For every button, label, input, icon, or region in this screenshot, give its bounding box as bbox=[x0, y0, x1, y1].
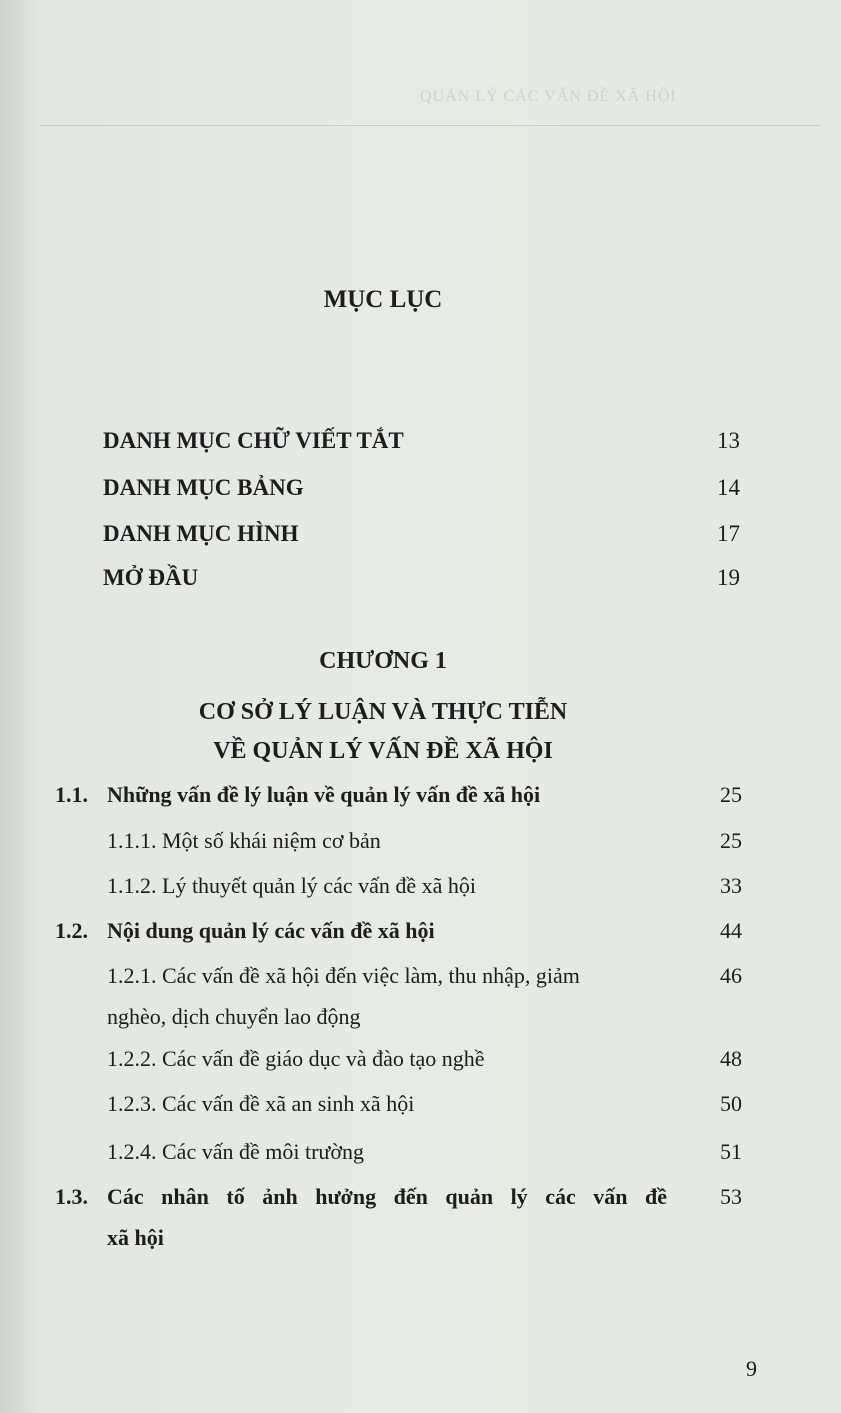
entry-page: 33 bbox=[720, 873, 742, 898]
chapter-title-line2: VỀ QUẢN LÝ VẤN ĐỀ XÃ HỘI bbox=[213, 738, 553, 764]
subsection-title-line2: nghèo, dịch chuyển lao động bbox=[107, 1004, 361, 1029]
chapter-title-line1: CƠ SỞ LÝ LUẬN VÀ THỰC TIỄN bbox=[198, 699, 568, 725]
entry-page: 50 bbox=[720, 1091, 742, 1116]
subsection-title: 1.2.3. Các vấn đề xã an sinh xã hội bbox=[107, 1091, 415, 1116]
toc-heading: MỤC LỤC bbox=[323, 286, 443, 313]
subsection-title: 1.1.1. Một số khái niệm cơ bản bbox=[107, 828, 381, 853]
chapter-label: CHƯƠNG 1 bbox=[319, 648, 447, 674]
page-number: 9 bbox=[746, 1356, 757, 1381]
entry-page: 51 bbox=[720, 1139, 742, 1164]
entry-label: DANH MỤC HÌNH bbox=[103, 521, 299, 546]
entry-page: 14 bbox=[717, 475, 740, 500]
section-title: Những vấn đề lý luận về quản lý vấn đề xã hội bbox=[107, 782, 541, 807]
entry-page: 46 bbox=[720, 963, 742, 988]
subsection-title: 1.1.2. Lý thuyết quản lý các vấn đề xã hội bbox=[107, 873, 477, 898]
section-title-line2: xã hội bbox=[107, 1225, 164, 1250]
entry-page: 53 bbox=[720, 1184, 742, 1209]
subsection-title: 1.2.2. Các vấn đề giáo dục và đào tạo nghề bbox=[107, 1046, 485, 1071]
entry-page: 48 bbox=[720, 1046, 742, 1071]
entry-label: MỞ ĐẦU bbox=[103, 565, 199, 590]
entry-page: 25 bbox=[720, 828, 742, 853]
header-rule bbox=[40, 125, 820, 126]
section-number: 1.3. bbox=[55, 1184, 88, 1209]
entry-page: 25 bbox=[720, 782, 742, 807]
section-title: Nội dung quản lý các vấn đề xã hội bbox=[107, 918, 435, 943]
section-title: Các nhân tố ảnh hưởng đến quản lý các vấn đề bbox=[107, 1184, 667, 1209]
section-number: 1.1. bbox=[55, 782, 88, 807]
subsection-title: 1.2.1. Các vấn đề xã hội đến việc làm, thu nhập, giảm bbox=[107, 963, 580, 988]
entry-page: 44 bbox=[720, 918, 742, 943]
entry-label: DANH MỤC BẢNG bbox=[103, 475, 304, 500]
running-header: QUẢN LÝ CÁC VẤN ĐỀ XÃ HỘI bbox=[420, 88, 677, 105]
entry-page: 19 bbox=[717, 565, 740, 590]
subsection-title: 1.2.4. Các vấn đề môi trường bbox=[107, 1139, 364, 1164]
entry-label: DANH MỤC CHỮ VIẾT TẮT bbox=[103, 428, 404, 453]
section-number: 1.2. bbox=[55, 918, 88, 943]
entry-page: 13 bbox=[717, 428, 740, 453]
entry-page: 17 bbox=[717, 521, 740, 546]
